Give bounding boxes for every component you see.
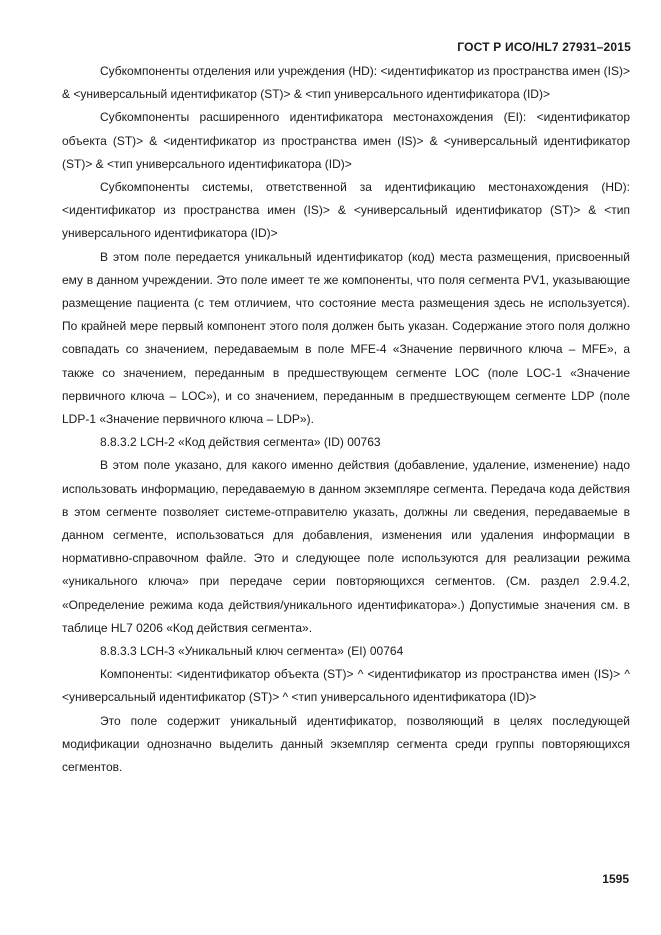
page-number: 1595 xyxy=(602,872,629,886)
document-body xyxy=(62,60,630,779)
paragraph-unique-key-components: Компоненты: <идентификатор объекта (ST)> ^ <идентификатор из пространства имен (IS)> ^ <универсальный идентификатор (ST)> ^ <тип универсального идентификатора (ID)> xyxy=(62,667,630,705)
section-heading-lch-2: 8.8.3.2 LCH-2 «Код действия сегмента» (ID) 00763 xyxy=(100,435,381,450)
paragraph-location-id-description: В этом поле передается уникальный идентификатор (код) места размещения, присвоенный ему в данном учреждении. Это поле имеет те же компоненты, что поля сегмента PV1, указывающие размещение пациента (с тем отличием, что состояние места размещения здесь не используется). По крайней мере первый компонент этого поля должен быть указан. Содержание этого поля должно совпадать со значением, передаваемым в поле MFE-4 «Значение первичного ключа – MFE», а также со значением, переданным в предшествующем сегменте LOC (поле LOC-1 «Значение первичного ключа – LOC»), и со значением, переданным в предшествующем сегменте LDP (поле LDP-1 «Значение первичного ключа – LDP»). xyxy=(62,249,630,427)
paragraph-action-code-description: В этом поле указано, для какого именно действия (добавление, удаление, изменение) надо использовать информацию, передаваемую в данном экземпляре сегмента. Передача кода действия в этом сегменте позволяет системе-отправителю указать, должны ли сведения, передаваемые в данном сегменте, использоваться для добавления, изменения или удаления информации в нормативно-справочном файле. Это и следующее поле используются для реализации режима «уникального ключа» при передаче серии повторяющихся сегментов. (См. раздел 2.9.4.2, «Определение режима кода действия/уникального идентификатора».) Допустимые значения см. в таблице HL7 0206 «Код действия сегмента». xyxy=(62,458,630,635)
paragraph-hd-subcomponents: Субкомпоненты отделения или учреждения (HD): <идентификатор из пространства имен (IS)> & <универсальный идентификатор (ST)> & <тип универсального идентификатора (ID)> xyxy=(62,64,630,102)
paragraph-system-subcomponents: Субкомпоненты системы, ответственной за идентификацию местонахождения (HD): <идентификатор из пространства имен (IS)> & <универсальный идентификатор (ST)> & <тип универсального идентификатора (ID)> xyxy=(62,180,630,241)
paragraph-ei-subcomponents: Субкомпоненты расширенного идентификатора местонахождения (EI): <идентификатор объекта (ST)> & <идентификатор из пространства имен (IS)> & <универсальный идентификатор (ST)> & <тип универсального идентификатора (ID)> xyxy=(62,110,630,171)
page-header-standard: ГОСТ Р ИСО/HL7 27931–2015 xyxy=(457,40,631,54)
section-heading-lch-3: 8.8.3.3 LCH-3 «Уникальный ключ сегмента» (EI) 00764 xyxy=(100,644,404,659)
paragraph-unique-key-description: Это поле содержит уникальный идентификатор, позволяющий в целях последующей модификации однозначно выделить данный экземпляр сегмента среди группы повторяющихся сегментов. xyxy=(62,713,630,775)
